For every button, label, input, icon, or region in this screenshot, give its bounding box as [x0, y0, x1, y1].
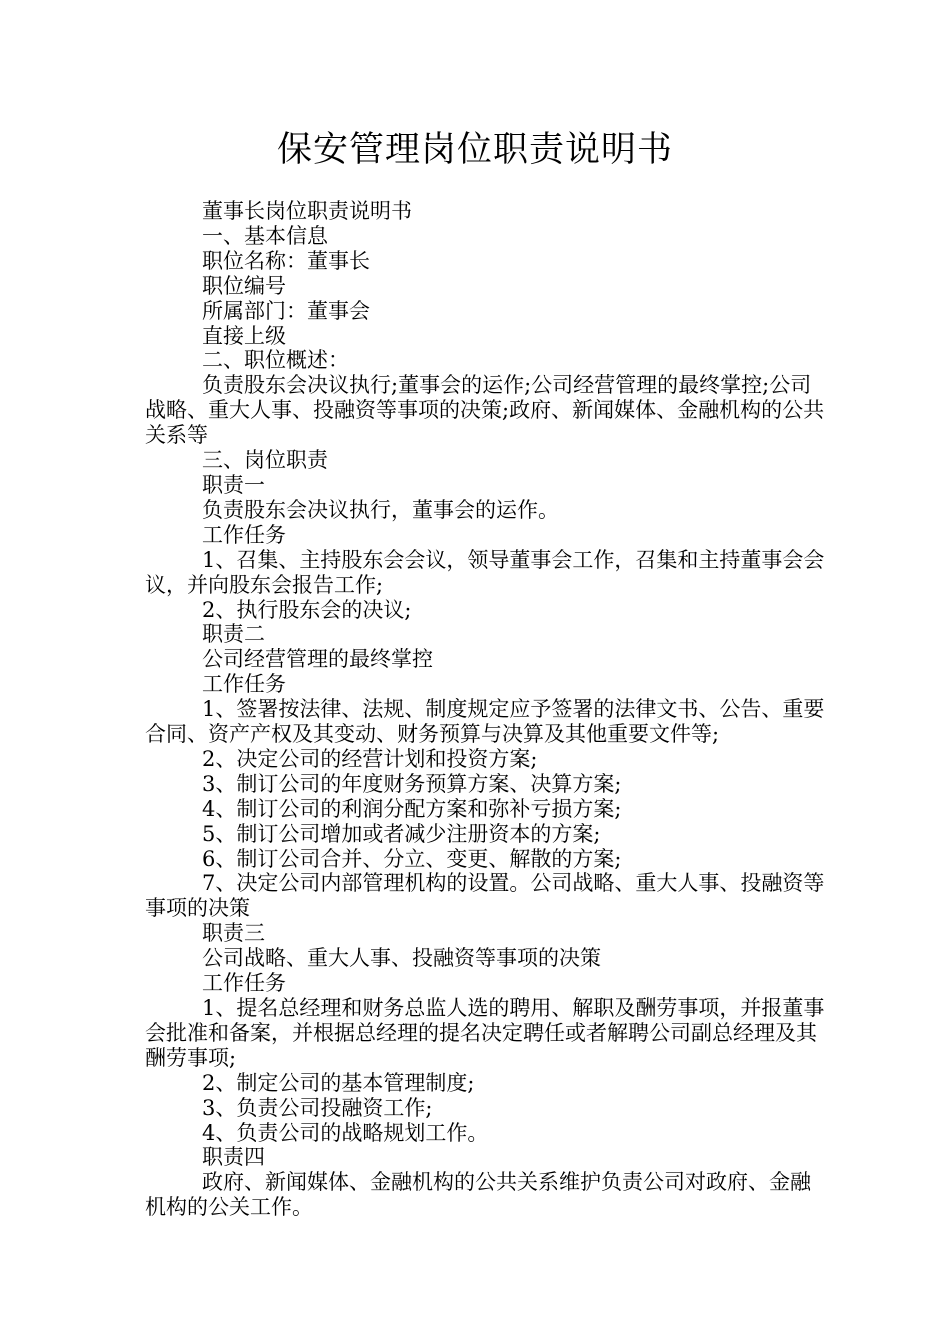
section-heading-basic-info: 一、基本信息 — [202, 223, 328, 248]
paragraph-position-name: 职位名称：董事长 — [202, 248, 370, 273]
duty-heading-1: 职责一 — [202, 472, 265, 497]
duty-heading-4: 职责四 — [202, 1145, 265, 1170]
task-item: 3、制订公司的年度财务预算方案、决算方案; — [202, 771, 622, 796]
duty-description-2: 公司经营管理的最终掌控 — [202, 647, 433, 672]
tasks-heading-2: 工作任务 — [202, 672, 286, 697]
task-item: 1、签署按法律、法规、制度规定应予签署的法律文书、公告、重要合同、资产产权及其变动、财务预算与决算及其他重要文件等; — [145, 697, 825, 747]
paragraph-direct-superior: 直接上级 — [202, 323, 286, 348]
task-item: 7、决定公司内部管理机构的设置。公司战略、重大人事、投融资等事项的决策 — [145, 871, 825, 921]
duty-heading-2: 职责二 — [202, 622, 265, 647]
paragraph-position-number: 职位编号 — [202, 273, 286, 298]
tasks-heading-1: 工作任务 — [202, 522, 286, 547]
task-item: 6、制订公司合并、分立、变更、解散的方案; — [202, 846, 622, 871]
duty-description-4: 政府、新闻媒体、金融机构的公共关系维护负责公司对政府、金融机构的公关工作。 — [145, 1170, 811, 1220]
task-item: 2、决定公司的经营计划和投资方案; — [202, 746, 538, 771]
task-item: 1、召集、主持股东会会议，领导董事会工作，召集和主持董事会会议，并向股东会报告工作; — [145, 547, 825, 597]
document-title: 保安管理岗位职责说明书 — [276, 130, 673, 170]
duty-heading-3: 职责三 — [202, 921, 265, 946]
paragraph-subtitle: 董事长岗位职责说明书 — [202, 199, 412, 223]
duty-description-1: 负责股东会决议执行，董事会的运作。 — [202, 497, 559, 522]
task-item: 2、制定公司的基本管理制度; — [202, 1070, 475, 1095]
section-heading-overview: 二、职位概述： — [202, 348, 349, 373]
task-item: 1、提名总经理和财务总监人选的聘用、解职及酬劳事项，并报董事会批准和备案，并根据总经理的提名决定聘任或者解聘公司副总经理及其酬劳事项; — [145, 996, 825, 1070]
duty-description-3: 公司战略、重大人事、投融资等事项的决策 — [202, 946, 601, 971]
tasks-heading-3: 工作任务 — [202, 971, 286, 996]
paragraph-department: 所属部门：董事会 — [202, 298, 370, 323]
task-item: 5、制订公司增加或者减少注册资本的方案; — [202, 821, 601, 846]
task-item: 2、执行股东会的决议; — [202, 597, 412, 622]
task-item: 4、制订公司的利润分配方案和弥补亏损方案; — [202, 796, 622, 821]
section-heading-duties: 三、岗位职责 — [202, 448, 328, 473]
task-item: 3、负责公司投融资工作; — [202, 1095, 433, 1120]
paragraph-overview: 负责股东会决议执行;董事会的运作;公司经营管理的最终掌控;公司战略、重大人事、投融资等事项的决策;政府、新闻媒体、金融机构的公共关系等 — [145, 373, 825, 448]
document-body — [145, 199, 825, 1220]
task-item: 4、负责公司的战略规划工作。 — [202, 1120, 489, 1145]
